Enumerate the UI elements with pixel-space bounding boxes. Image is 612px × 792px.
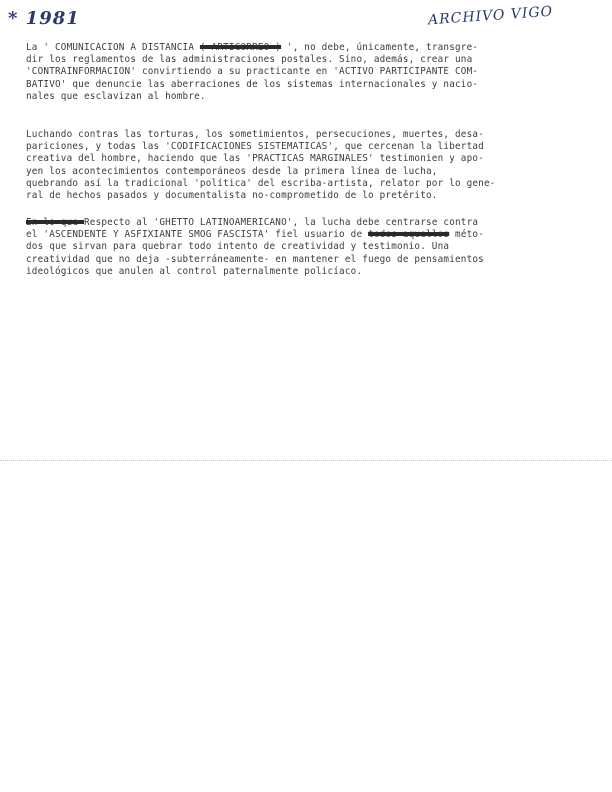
- text-line: ral de hechos pasados y documentalista no-comprometido de lo pretérito.: [26, 190, 438, 202]
- text-line: dir los reglamentos de las administraciones postales. Sino, además, crear una: [26, 54, 473, 66]
- text-line: creatividad que no deja -subterráneamente- en mantener el fuego de pensamientos: [26, 253, 484, 265]
- text-line: dos que sirvan para quebrar todo intento de creatividad y testimonio. Una: [26, 241, 450, 253]
- crossed-out-text: todos aquellos: [368, 229, 450, 241]
- text-line: creativa del hombre, haciendo que las 'PRACTICAS MARGINALES' testimonien y apo-: [26, 153, 484, 165]
- text-line: quebrando así la tradicional 'política' del escriba-artista, relator por lo gene-: [26, 177, 496, 189]
- paragraph-3: [26, 217, 576, 278]
- text-line: En lo que Respecto al 'GHETTO LATINOAMERICANO', la lucha debe centrarse contra: [26, 217, 479, 228]
- paragraph-1: [26, 42, 576, 103]
- text-line: 'CONTRAINFORMACION' convirtiendo a su practicante en 'ACTIVO PARTICIPANTE COM-: [26, 66, 479, 78]
- text-line: Luchando contras las torturas, los sometimientos, persecuciones, muertes, desa-: [26, 129, 484, 140]
- text-line: el 'ASCENDENTE Y ASFIXIANTE SMOG FASCISTA' fiel usuario de todos aquellos méto-: [26, 229, 485, 241]
- crossed-out-text: En lo que: [26, 217, 84, 228]
- text-line: BATIVO' que denuncie las aberraciones de los sistemas internacionales y nacio-: [26, 78, 479, 90]
- crossed-out-text: ( ARTICORREO ): [199, 42, 282, 53]
- handwritten-archive-stamp: ARCHIVO VIGO: [427, 3, 554, 29]
- handwritten-year-note: * 1981: [8, 8, 80, 29]
- scan-artifact-line: [0, 460, 612, 461]
- text-line: yen los acontecimientos contemporáneos desde la primera línea de lucha,: [26, 165, 438, 177]
- text-line: nales que esclavizan al hombre.: [26, 90, 206, 102]
- text-line: ideológicos que anulen al control paternalmente policíaco.: [26, 265, 363, 277]
- text-line: La ' COMUNICACION A DISTANCIA ( ARTICORREO ) ', no debe, únicamente, transgre-: [26, 42, 479, 53]
- text-line: pariciones, y todas las 'CODIFICACIONES SISTEMATICAS', que cercenan la libertad: [26, 141, 484, 153]
- paragraph-2: [26, 129, 576, 202]
